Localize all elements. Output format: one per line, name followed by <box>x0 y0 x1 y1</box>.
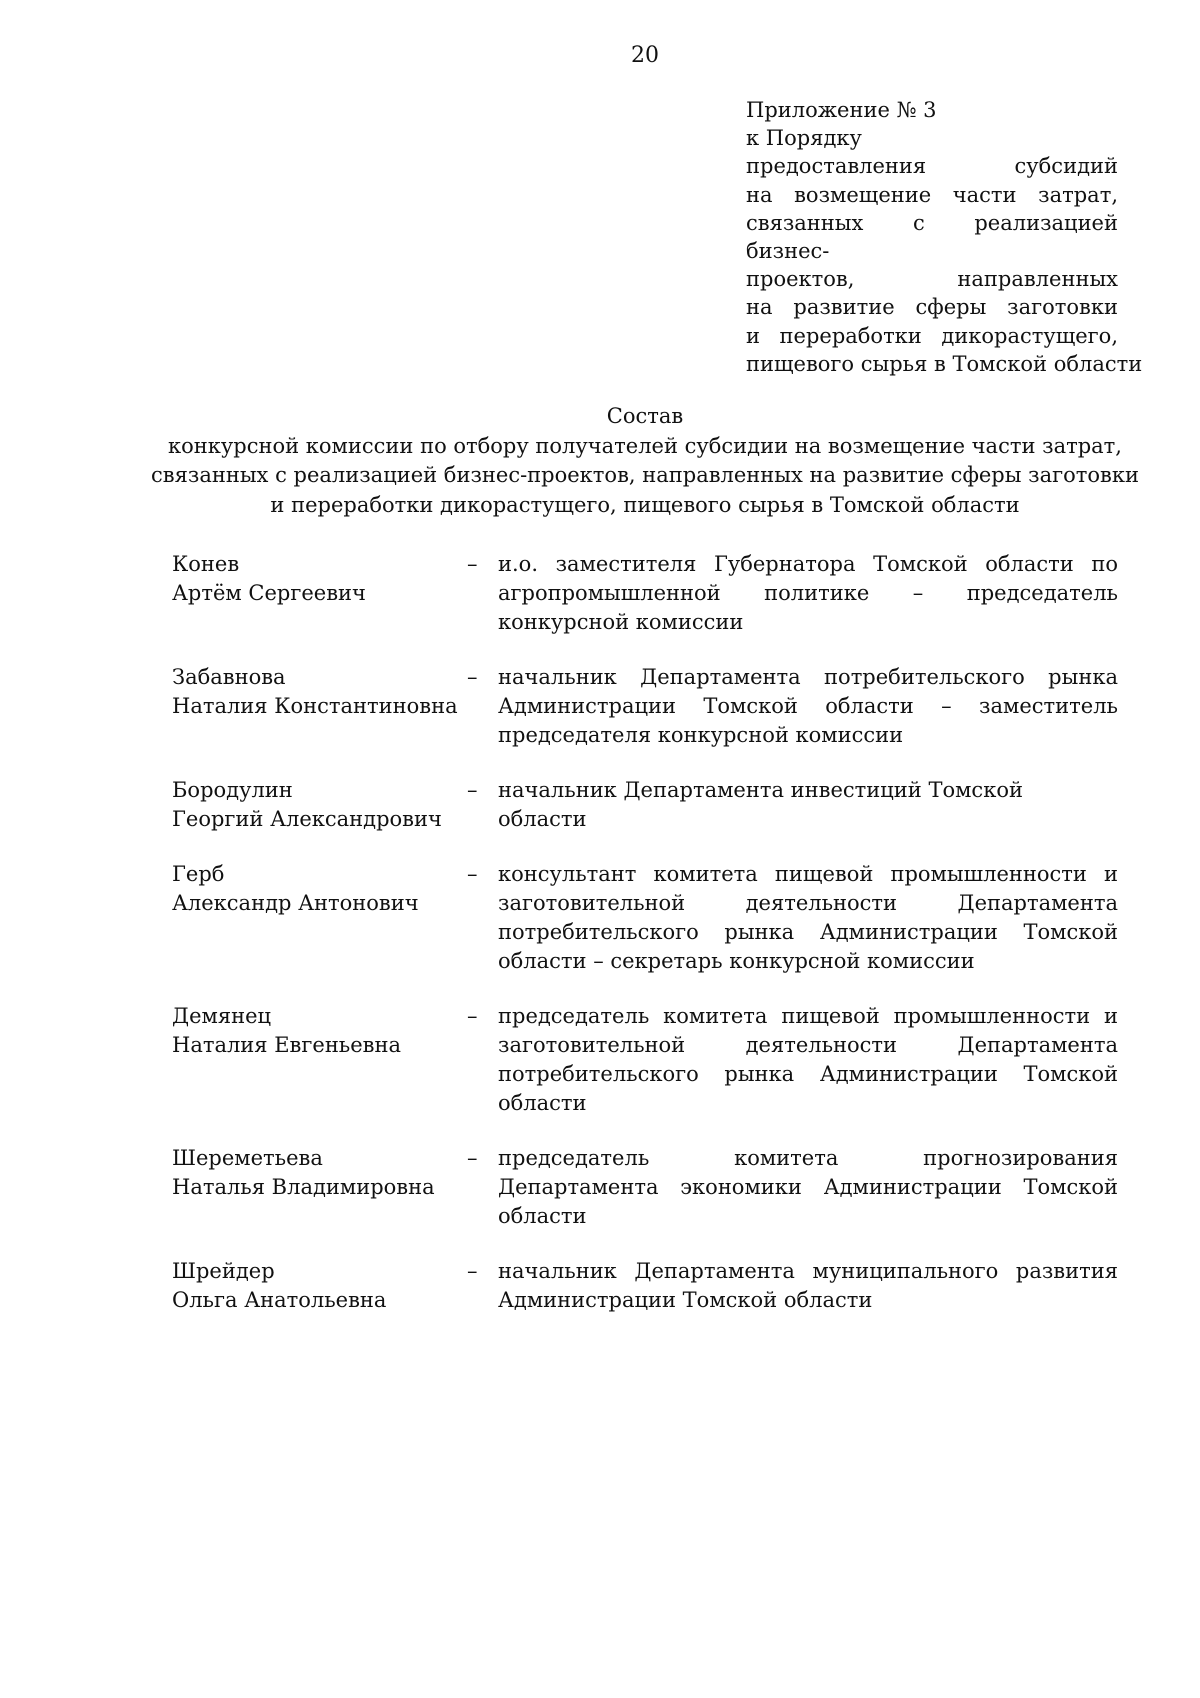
member-given-name: Георгий Александрович <box>172 807 442 831</box>
member-role: начальник Департамента муниципального развития Администрации Томской области <box>498 1259 1118 1312</box>
member-role: председатель комитета пищевой промышленности и заготовительной деятельности Департамента потребительского рынка Администрации Томской области <box>498 1004 1118 1115</box>
appendix-header <box>746 96 1143 378</box>
document-title <box>150 402 1140 520</box>
member-name <box>172 1002 467 1118</box>
member-row <box>172 663 1118 750</box>
appendix-line: к Порядку <box>746 126 862 151</box>
title-line: связанных с реализацией бизнес-проектов, направленных на развитие сферы заготовки <box>151 463 1139 487</box>
member-dash: – <box>467 862 478 886</box>
appendix-line: и переработки дикорастущего, <box>746 323 1118 348</box>
member-dash: – <box>467 552 478 576</box>
member-row <box>172 1257 1118 1315</box>
appendix-line: связанных с реализацией бизнес- <box>746 210 1118 264</box>
member-role: консультант комитета пищевой промышленности и заготовительной деятельности Департамента потребительского рынка Администрации Томской области – секретарь конкурсной комиссии <box>498 862 1118 973</box>
appendix-line: пищевого сырья в Томской области <box>746 351 1143 376</box>
member-surname: Бородулин <box>172 778 293 802</box>
appendix-line: предоставления субсидий <box>746 154 1118 179</box>
member-given-name: Наталья Владимировна <box>172 1175 435 1199</box>
member-given-name: Артём Сергеевич <box>172 581 366 605</box>
member-row <box>172 1002 1118 1118</box>
member-name <box>172 860 467 976</box>
member-given-name: Наталия Константиновна <box>172 694 458 718</box>
title-heading: Состав <box>606 404 684 428</box>
member-dash: – <box>467 1004 478 1028</box>
member-surname: Шрейдер <box>172 1259 275 1283</box>
member-dash: – <box>467 1146 478 1170</box>
member-name <box>172 776 467 834</box>
member-role: начальник Департамента потребительского рынка Администрации Томской области – заместитель председателя конкурсной комиссии <box>498 665 1118 747</box>
appendix-line: на возмещение части затрат, <box>746 182 1118 207</box>
member-given-name: Наталия Евгеньевна <box>172 1033 402 1057</box>
member-role: начальник Департамента инвестиций Томской области <box>498 778 1023 831</box>
member-given-name: Ольга Анатольевна <box>172 1288 387 1312</box>
appendix-line: проектов, направленных <box>746 267 1118 292</box>
member-dash: – <box>467 1259 478 1283</box>
page-number: 20 <box>631 43 659 68</box>
appendix-line: на развитие сферы заготовки <box>746 295 1118 320</box>
member-role: и.о. заместителя Губернатора Томской области по агропромышленной политике – председатель конкурсной комиссии <box>498 552 1118 634</box>
member-surname: Конев <box>172 552 240 576</box>
title-line: и переработки дикорастущего, пищевого сырья в Томской области <box>270 492 1020 517</box>
member-row <box>172 550 1118 637</box>
member-role: председатель комитета прогнозирования Департамента экономики Администрации Томской области <box>498 1146 1118 1228</box>
member-dash: – <box>467 778 478 802</box>
member-given-name: Александр Антонович <box>172 891 419 915</box>
member-surname: Герб <box>172 862 225 886</box>
member-surname: Демянец <box>172 1004 272 1028</box>
title-line: конкурсной комиссии по отбору получателей субсидии на возмещение части затрат, <box>168 433 1122 458</box>
member-name <box>172 1144 467 1231</box>
member-row <box>172 1144 1118 1231</box>
member-name <box>172 550 467 637</box>
member-surname: Шереметьева <box>172 1146 323 1170</box>
member-name <box>172 1257 467 1315</box>
member-dash: – <box>467 665 478 689</box>
member-name <box>172 663 467 750</box>
member-row <box>172 860 1118 976</box>
member-row <box>172 776 1118 834</box>
appendix-line: Приложение № 3 <box>746 98 937 122</box>
commission-members-list <box>172 550 1118 1315</box>
member-surname: Забавнова <box>172 665 286 689</box>
